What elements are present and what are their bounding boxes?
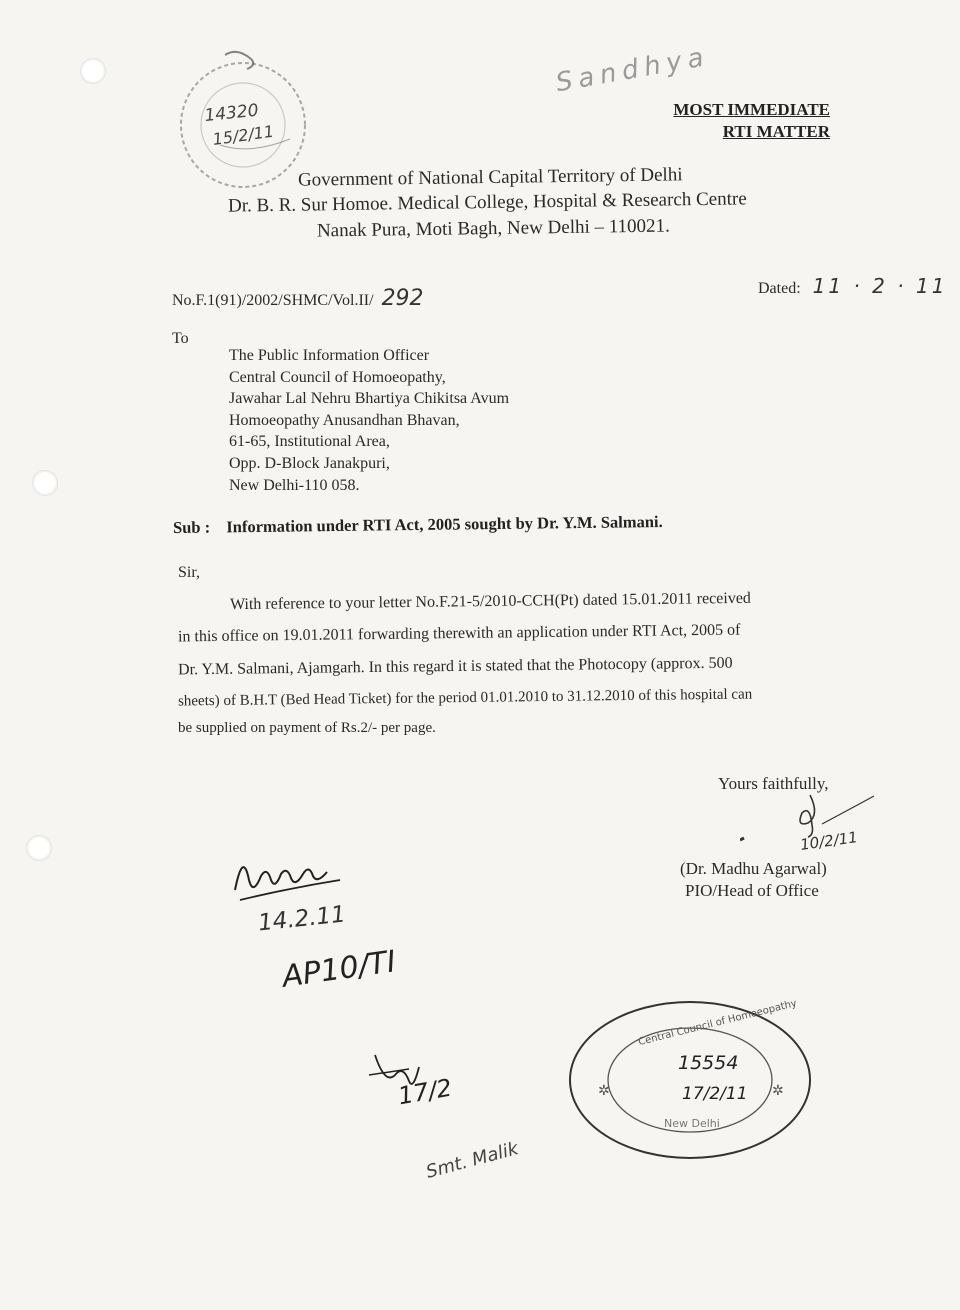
council-stamp-name: Central Council of Homoeopathy	[637, 998, 798, 1049]
salutation: Sir,	[178, 564, 201, 581]
address-line: Central Council of Homoeopathy,	[229, 368, 446, 386]
punch-hole	[32, 470, 58, 496]
subject-line	[173, 512, 663, 538]
dated-field	[758, 274, 947, 298]
handwritten-file-note: AP10/TI	[280, 944, 398, 995]
reference-number-text: No.F.1(91)/2002/SHMC/Vol.II/	[172, 292, 374, 309]
punch-hole	[26, 835, 52, 861]
address-line: Homoeopathy Anusandhan Bhavan,	[229, 411, 460, 429]
body-line: in this office on 19.01.2011 forwarding therewith an application under RTI Act, 2005 of	[177, 621, 741, 646]
dated-label: Dated:	[758, 280, 801, 297]
signatory-designation: PIO/Head of Office	[685, 881, 819, 900]
body-line: Dr. Y.M. Salmani, Ajamgarh. In this regard it is stated that the Photocopy (approx. 500	[177, 654, 733, 679]
body-line: be supplied on payment of Rs.2/- per page.	[178, 720, 436, 736]
body-line: With reference to your letter No.F.21-5/2010-CCH(Pt) dated 15.01.2011 received	[229, 589, 751, 614]
subject-text: Information under RTI Act, 2005 sought by Dr. Y.M. Salmani.	[226, 512, 663, 537]
body-line: sheets) of B.H.T (Bed Head Ticket) for the period 01.01.2010 to 31.12.2010 of this hospital can	[177, 686, 753, 710]
svg-text:✲: ✲	[772, 1084, 784, 1099]
diary-stamp-date: 15/2/11	[211, 121, 276, 150]
council-stamp-number: 15554	[678, 1052, 739, 1074]
to-label: To	[172, 330, 189, 347]
svg-text:✲: ✲	[598, 1084, 610, 1099]
diary-stamp-number: 14320	[203, 100, 260, 127]
address-line: New Delhi-110 058.	[229, 476, 360, 494]
address-line: Opp. D-Block Janakpuri,	[229, 454, 390, 472]
priority-label	[673, 99, 830, 143]
reference-number-handwritten: 292	[381, 286, 424, 311]
dated-handwritten: 11 · 2 · 11	[812, 274, 948, 298]
address-line: Jawahar Lal Nehru Bhartiya Chikitsa Avum	[229, 390, 510, 408]
handwritten-initials: Sandhya	[553, 41, 712, 99]
signature-date: 10/2/11	[799, 828, 859, 854]
reference-number	[172, 286, 424, 311]
handwritten-initial-date: 17/2	[395, 1073, 454, 1111]
header-address: Nanak Pura, Moti Bagh, New Delhi – 110021.	[316, 215, 670, 242]
recipient-address	[229, 345, 509, 496]
header-government: Government of National Capital Territory of Delhi	[297, 164, 683, 191]
address-line: The Public Information Officer	[229, 347, 430, 364]
diary-stamp	[165, 40, 315, 190]
signatory-name: (Dr. Madhu Agarwal)	[680, 859, 827, 878]
yours-faithfully: Yours faithfully,	[718, 774, 829, 793]
punch-hole	[80, 58, 106, 84]
most-immediate-text: MOST IMMEDIATE	[673, 100, 830, 119]
address-line: 61-65, Institutional Area,	[229, 433, 390, 451]
council-receipt-stamp	[560, 995, 820, 1165]
handwritten-date-left: 14.2.11	[256, 901, 347, 937]
council-stamp-date: 17/2/11	[682, 1084, 748, 1104]
handwritten-name-bottom: Smt. Malik	[423, 1138, 521, 1183]
subject-label: Sub :	[172, 517, 211, 537]
header-college: Dr. B. R. Sur Homoe. Medical College, Hospital & Research Centre	[227, 188, 747, 217]
handwritten-signature-left	[225, 850, 355, 910]
council-stamp-place: New Delhi	[664, 1117, 720, 1130]
rti-matter-text: RTI MATTER	[722, 122, 830, 141]
